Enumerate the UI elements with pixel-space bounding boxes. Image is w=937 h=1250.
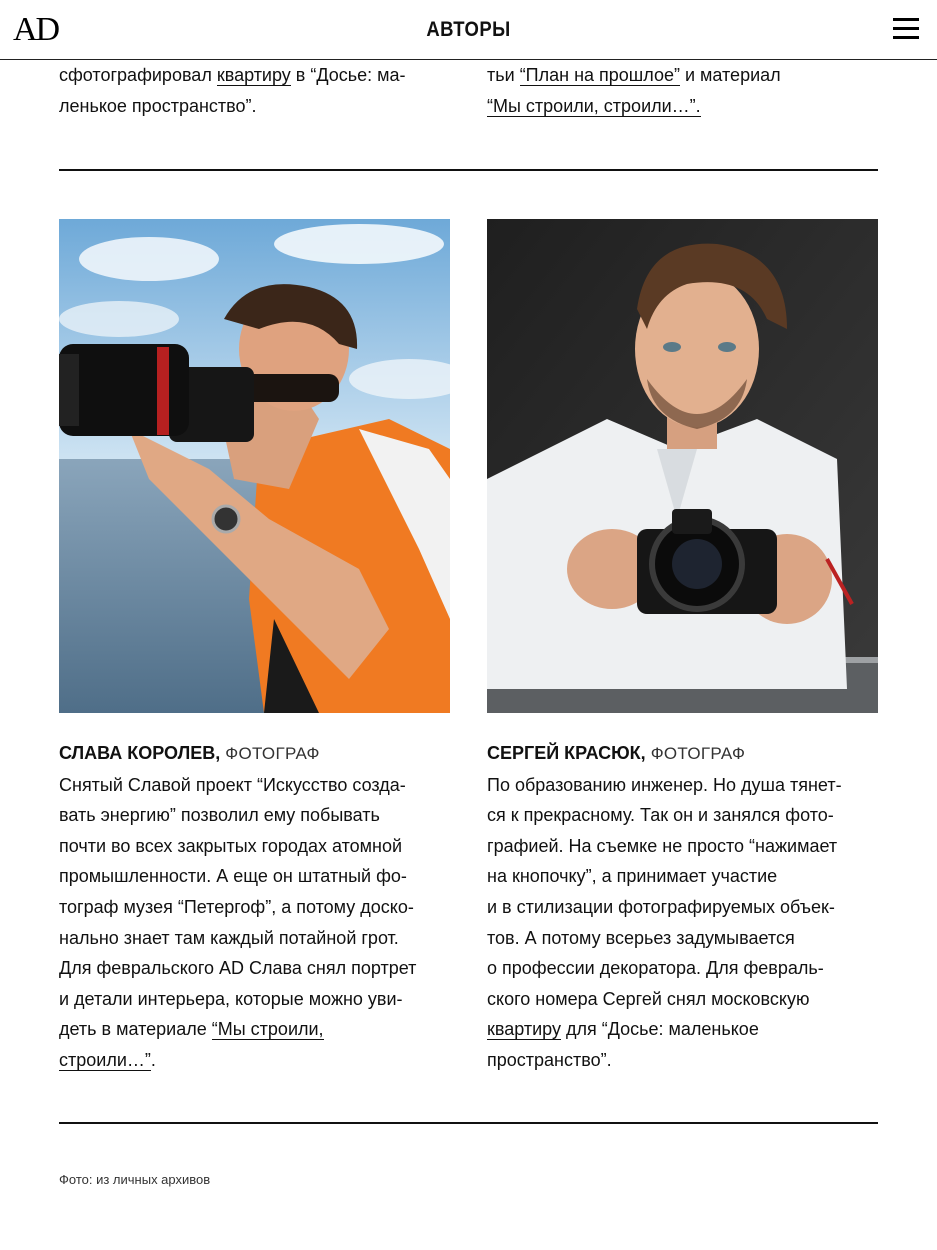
author-name: СЛАВА КОРОЛЕВ,: [59, 743, 221, 763]
bio-line: пространство”.: [487, 1049, 612, 1070]
apartment-link[interactable]: квартиру: [216, 65, 291, 85]
my-stroili-link-cont[interactable]: строили…”: [59, 1049, 151, 1070]
text: в “Досье: ма-: [290, 65, 406, 85]
prev-bio-left-tail: [59, 60, 450, 121]
bio-line: на кнопочку”, а принимает участие: [487, 866, 778, 887]
author-bio-slava: [59, 738, 450, 1076]
divider: [59, 169, 878, 171]
text: ленькое пространство”.: [59, 95, 257, 116]
text: для “Досье: маленькое: [560, 1019, 759, 1040]
text: .: [150, 1049, 156, 1070]
text: тьи: [487, 65, 520, 85]
photo-credit: Фото: из личных архивов: [59, 1172, 211, 1187]
bio-line: ся к прекрасному. Так он и занялся фото-: [487, 805, 834, 826]
text: и материал: [679, 65, 781, 85]
apartment-link[interactable]: квартиру: [487, 1019, 561, 1040]
bio-line: промышленности. А еще он штатный фо-: [59, 866, 407, 887]
text: сфотографировал: [59, 65, 217, 85]
bio-line: почти во всех закрытых городах атомной: [59, 835, 403, 856]
bio-line: и детали интерьера, которые можно уви-: [59, 988, 403, 1009]
ad-logo[interactable]: AD: [13, 11, 59, 48]
divider: [59, 1122, 878, 1124]
bio-line: вать энергию” позволил ему побывать: [59, 805, 380, 826]
bio-line: деть в материале: [59, 1019, 212, 1040]
page-title: АВТОРЫ: [426, 18, 511, 41]
my-stroili-link[interactable]: “Мы строили, строили…”.: [487, 95, 701, 116]
my-stroili-link[interactable]: “Мы строили,: [211, 1019, 324, 1040]
bio-line: Для февральского AD Слава снял портрет: [59, 958, 417, 979]
author-role: ФОТОГРАФ: [650, 744, 746, 763]
bio-line: тов. А потому всерьез задумывается: [487, 927, 795, 948]
author-bio-sergey: [487, 738, 878, 1076]
hamburger-menu-icon[interactable]: [893, 18, 919, 40]
bio-line: нально знает там каждый потайной грот.: [59, 927, 399, 948]
photo-slava-korolev: [59, 219, 450, 713]
bio-line: По образованию инженер. Но душа тянет-: [487, 774, 842, 795]
top-bar: [0, 0, 937, 60]
photo-sergey-krasyuk: [487, 219, 878, 713]
bio-line: тограф музея “Петергоф”, а потому доско-: [59, 896, 414, 917]
bio-line: графией. На съемке не просто “нажимает: [487, 835, 838, 856]
bio-line: о профессии декоратора. Для февраль-: [487, 958, 824, 979]
prev-bio-right-tail: [487, 60, 878, 121]
author-name: СЕРГЕЙ КРАСЮК,: [487, 743, 646, 763]
bio-line: ского номера Сергей снял московскую: [487, 988, 810, 1009]
bio-line: Снятый Славой проект “Искусство созда-: [59, 774, 406, 795]
author-role: ФОТОГРАФ: [225, 744, 320, 763]
plan-na-proshloe-link[interactable]: “План на прошлое”: [519, 65, 680, 85]
bio-line: и в стилизации фотографируемых объек-: [487, 896, 835, 917]
